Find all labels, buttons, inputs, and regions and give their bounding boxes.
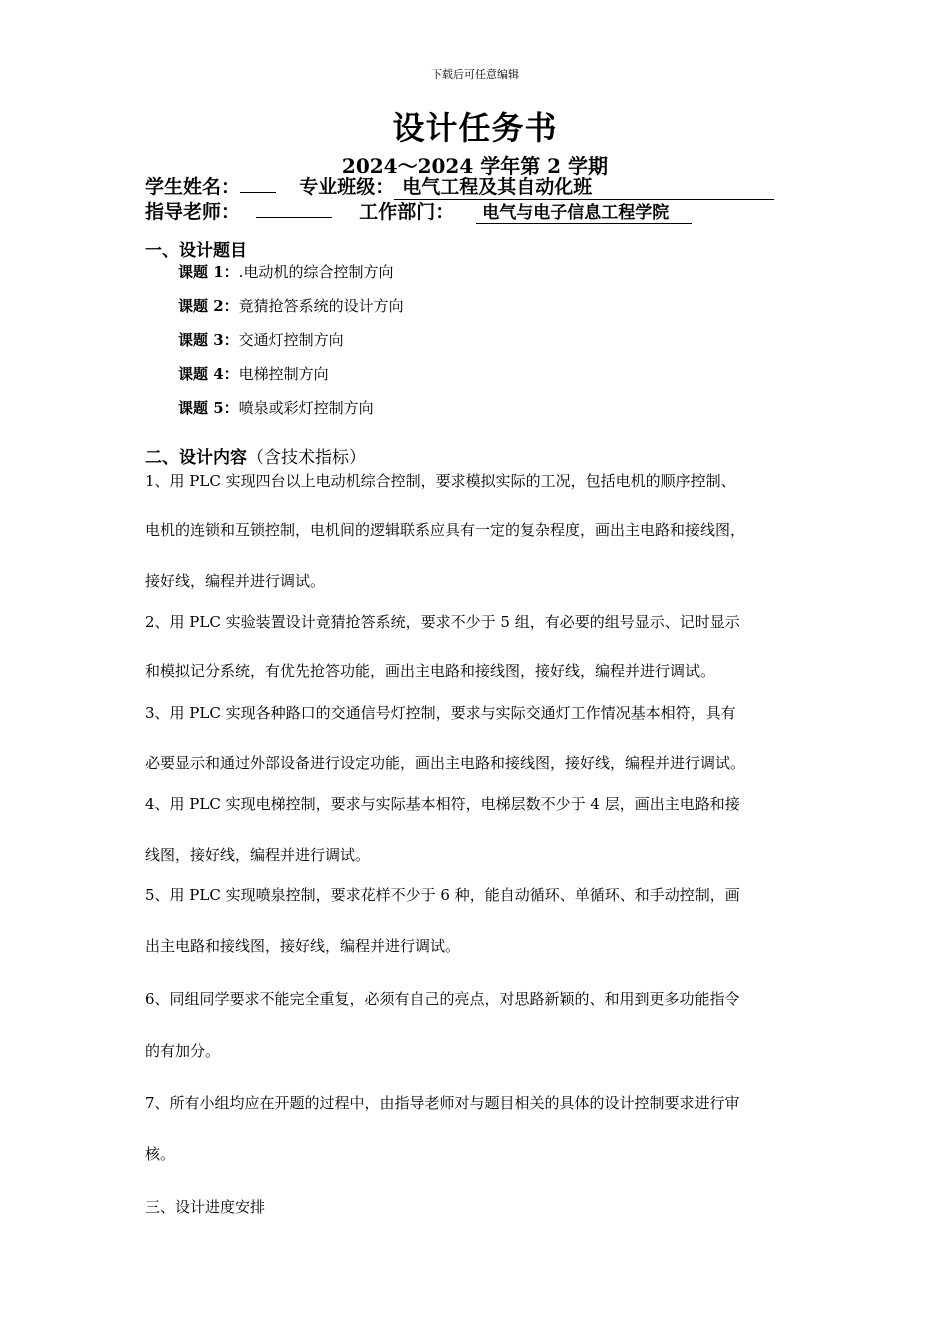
academic-term: 2024～2024 学年第 2 学期 (341, 154, 609, 178)
topic-item: 课题 3：交通灯控制方向 (178, 331, 344, 349)
major-class-label: 专业班级： (299, 176, 395, 198)
content-line: 电机的连锁和互锁控制，电机间的逻辑联系应具有一定的复杂程度，画出主电路和接线图， (145, 521, 746, 539)
content-line: 3、用 PLC 实现各种路口的交通信号灯控制，要求与实际交通灯工作情况基本相符，具有 (145, 704, 736, 722)
content-line: 出主电路和接线图，接好线，编程并进行调试。 (145, 937, 461, 955)
topic-item: 课题 1：.电动机的综合控制方向 (178, 263, 394, 281)
department-value: 电气与电子信息工程学院 (476, 198, 692, 224)
student-name-label: 学生姓名： (145, 176, 241, 198)
document-title: 设计任务书 (392, 109, 558, 147)
section1-heading: 一、设计题目 (145, 241, 247, 261)
department-label: 工作部门： (359, 201, 455, 223)
content-line: 核。 (145, 1145, 176, 1163)
content-line: 2、用 PLC 实验装置设计竟猜抢答系统，要求不少于 5 组，有必要的组号显示、记时显示 (145, 613, 740, 631)
topic-item: 课题 4：电梯控制方向 (178, 365, 329, 383)
content-line: 1、用 PLC 实现四台以上电动机综合控制，要求模拟实际的工况，包括电机的顺序控制、 (145, 472, 736, 490)
content-line: 的有加分。 (145, 1042, 221, 1060)
section2-heading-note: （含技术指标） (247, 448, 366, 468)
major-class-value: 电气工程及其自动化班 (394, 172, 774, 200)
student-name-blank (240, 174, 276, 193)
info-row-student (145, 172, 774, 200)
content-line: 7、所有小组均应在开题的过程中，由指导老师对与题目相关的具体的设计控制要求进行审 (145, 1094, 740, 1112)
content-line: 6、同组同学要求不能完全重复，必须有自己的亮点，对思路新颖的、和用到更多功能指令 (145, 990, 740, 1008)
content-line: 必要显示和通过外部设备进行设定功能，画出主电路和接线图，接好线，编程并进行调试。 (145, 754, 746, 772)
content-line: 接好线，编程并进行调试。 (145, 572, 326, 590)
content-line: 5、用 PLC 实现喷泉控制，要求花样不少于 6 种，能自动循环、单循环、和手动控制，画 (145, 886, 740, 904)
section2-heading: 二、设计内容（含技术指标） (145, 448, 366, 468)
section3-heading: 三、设计进度安排 (145, 1198, 266, 1216)
advisor-label: 指导老师： (145, 201, 241, 223)
advisor-blank (256, 199, 332, 218)
content-line: 4、用 PLC 实现电梯控制，要求与实际基本相符，电梯层数不少于 4 层，画出主电路和接 (145, 795, 740, 813)
info-row-advisor (145, 197, 692, 224)
topic-item: 课题 2：竟猜抢答系统的设计方向 (178, 297, 404, 315)
topic-item: 课题 5：喷泉或彩灯控制方向 (178, 399, 374, 417)
header-note: 下载后可任意编辑 (431, 68, 519, 81)
content-line: 和模拟记分系统，有优先抢答功能，画出主电路和接线图，接好线，编程并进行调试。 (145, 662, 716, 680)
content-line: 线图，接好线，编程并进行调试。 (145, 846, 371, 864)
